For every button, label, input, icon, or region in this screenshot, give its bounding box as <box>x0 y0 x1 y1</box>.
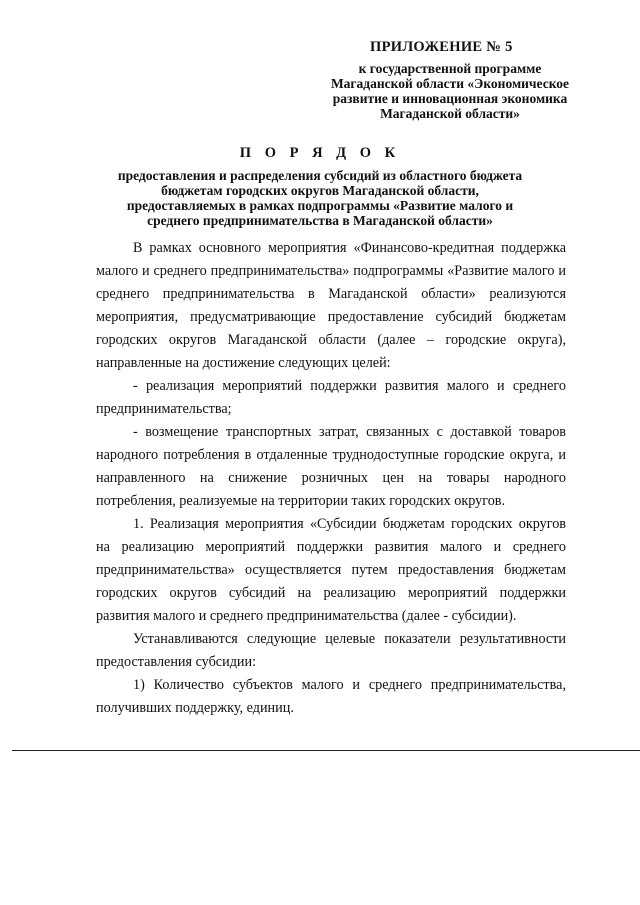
paragraph-section-1: 1. Реализация мероприятия «Субсидии бюджетам городских округов на реализацию мероприятий поддержки развития малого и среднего предпринимательства» осуществляется путем предоставления бюджетам городских округов субсидий на реализацию мероприятий поддержки развития малого и среднего предпринимательства (далее - субсидии). <box>96 516 566 624</box>
paragraph-goal-1: - реализация мероприятий поддержки развития малого и среднего предпринимательства; <box>96 378 566 417</box>
appendix-line-3: развитие и инновационная экономика <box>332 91 568 106</box>
document-body <box>96 237 566 720</box>
document-title: П О Р Я Д О К <box>239 145 401 161</box>
subtitle-line-4: среднего предпринимательства в Магаданской области» <box>147 213 493 228</box>
subtitle-line-2: бюджетам городских округов Магаданской области, <box>161 183 479 198</box>
appendix-header <box>300 40 600 121</box>
paragraph-indicator-1: 1) Количество субъектов малого и среднего предпринимательства, получивших поддержку, единиц. <box>96 677 566 716</box>
horizontal-rule <box>12 750 640 751</box>
appendix-line-1: к государственной программе <box>358 61 542 76</box>
subtitle-line-3: предоставляемых в рамках подпрограммы «Развитие малого и <box>126 198 514 213</box>
appendix-line-4: Магаданской области» <box>380 106 520 121</box>
appendix-title: ПРИЛОЖЕНИЕ № 5 <box>370 39 513 55</box>
paragraph-intro: В рамках основного мероприятия «Финансово-кредитная поддержка малого и среднего предпринимательства» подпрограммы «Развитие малого и среднего предпринимательства в Магаданской области» реализуются мероприятия, предусматривающие предоставление субсидий бюджетам городских округов Магаданской области (далее – городские округа), направленные на достижение следующих целей: <box>96 240 566 371</box>
subtitle-line-1: предоставления и распределения субсидий из областного бюджета <box>117 168 523 183</box>
appendix-line-2: Магаданской области «Экономическое <box>330 76 570 91</box>
paragraph-goal-2: - возмещение транспортных затрат, связанных с доставкой товаров народного потребления в отдаленные труднодоступные городские округа, и направленного на снижение розничных цен на товары народного потребления, реализуемые на территории таких городских округов. <box>96 424 566 509</box>
document-subtitle <box>100 168 540 228</box>
paragraph-indicators: Устанавливаются следующие целевые показатели результативности предоставления субсидии: <box>96 631 566 670</box>
